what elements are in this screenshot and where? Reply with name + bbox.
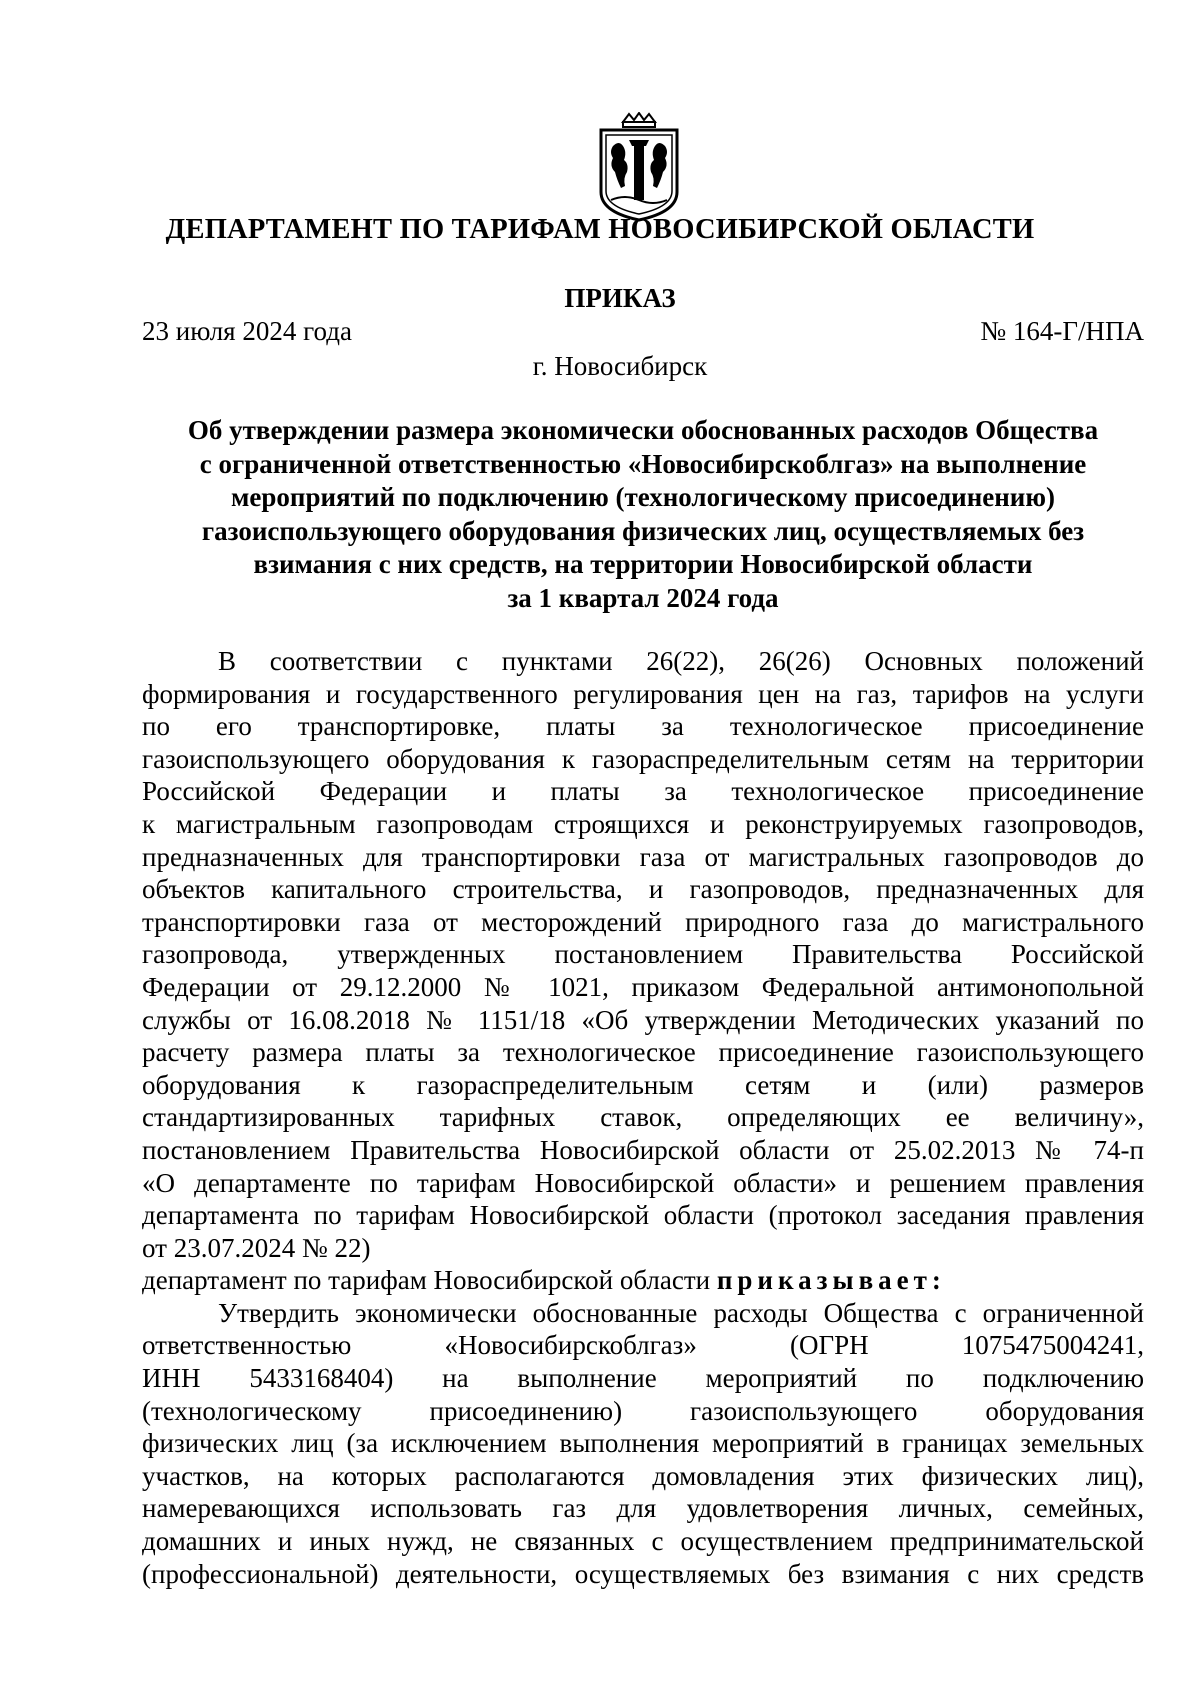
preamble-line: по его транспортировке, платы за технологическое присоединение [142, 711, 1144, 742]
decision-line: Утвердить экономически обоснованные расходы Общества с ограниченной [218, 1297, 1144, 1328]
preamble-line: к магистральным газопроводам строящихся и реконструируемых газопроводов, [142, 808, 1144, 839]
document-type: ПРИКАЗ [564, 283, 676, 313]
decision-line: физических лиц (за исключением выполнения мероприятий в границах земельных [142, 1428, 1144, 1459]
preamble-line: службы от 16.08.2018 № 1151/18 «Об утверждении Методических указаний по [142, 1004, 1144, 1035]
orders-prefix: департамент по тарифам Новосибирской области [142, 1265, 717, 1296]
decision-line: намеревающихся использовать газ для удовлетворения личных, семейных, [142, 1493, 1144, 1524]
decision-line: участков, на которых располагаются домовладения этих физических лиц), [142, 1460, 1144, 1491]
coat-of-arms-emblem [593, 112, 685, 222]
preamble-line: предназначенных для транспортировки газа от магистральных газопроводов до [142, 841, 1144, 872]
preamble-line: В соответствии с пунктами 26(22), 26(26) Основных положений [218, 646, 1144, 676]
preamble-line: оборудования к газораспределительным сетям и (или) размеров [142, 1069, 1144, 1100]
order-city: г. Новосибирск [532, 351, 708, 381]
preamble-line: Российской Федерации и платы за технологическое присоединение [142, 776, 1144, 807]
preamble-line: стандартизированных тарифных ставок, определяющих ее величину», [142, 1102, 1144, 1133]
preamble-line: департамента по тарифам Новосибирской области (протокол заседания правления [142, 1200, 1144, 1231]
preamble-line: транспортировки газа от месторождений природного газа до магистрального [142, 906, 1144, 937]
subject-line: мероприятий по подключению (технологическому присоединению) [231, 482, 1055, 512]
preamble-line: Федерации от 29.12.2000 № 1021, приказом Федеральной антимонопольной [142, 971, 1144, 1002]
decision-line: ответственностью «Новосибирскоблгаз» (ОГРН 1075475004241, [142, 1330, 1144, 1361]
decision-line: ИНН 5433168404) на выполнение мероприятий по подключению [142, 1363, 1144, 1394]
preamble-line: газоиспользующего оборудования к газораспределительным сетям на территории [142, 743, 1144, 774]
order-date: 23 июля 2024 года [142, 316, 352, 346]
orders-line [142, 1264, 1144, 1297]
order-subject [142, 414, 1144, 615]
subject-line: Об утверждении размера экономически обоснованных расходов Общества [187, 415, 1099, 445]
decision-line: (технологическому присоединению) газоиспользующего оборудования [142, 1395, 1144, 1426]
preamble-line: постановлением Правительства Новосибирской области от 25.02.2013 № 74-п [142, 1134, 1144, 1165]
preamble-line: газопровода, утвержденных постановлением Правительства Российской [142, 939, 1144, 970]
preamble-line: расчету размера платы за технологическое присоединение газоиспользующего [142, 1037, 1144, 1068]
preamble-line: от 23.07.2024 № 22) [142, 1232, 371, 1263]
orders-word: приказывает: [716, 1265, 946, 1296]
subject-line: взимания с них средств, на территории Новосибирской области [253, 549, 1033, 579]
subject-line: газоиспользующего оборудования физических лиц, осуществляемых без [201, 515, 1085, 546]
decision-line: (профессиональной) деятельности, осуществляемых без взимания с них средств [142, 1558, 1144, 1589]
preamble-line: объектов капитального строительства, и газопроводов, предназначенных для [142, 874, 1144, 905]
subject-line: за 1 квартал 2024 года [507, 582, 779, 613]
preamble-line: формирования и государственного регулирования цен на газ, тарифов на услуги [142, 678, 1144, 709]
decision-line: домашних и иных нужд, не связанных с осуществлением предпринимательской [142, 1526, 1144, 1557]
preamble-line: «О департаменте по тарифам Новосибирской области» и решением правления [142, 1167, 1144, 1198]
order-body [142, 645, 1144, 1590]
department-title: ДЕПАРТАМЕНТ ПО ТАРИФАМ НОВОСИБИРСКОЙ ОБЛАСТИ [165, 214, 1035, 245]
subject-line: с ограниченной ответственностью «Новосибирскоблгаз» на выполнение [199, 448, 1087, 479]
order-number: № 164-Г/НПА [980, 316, 1144, 346]
